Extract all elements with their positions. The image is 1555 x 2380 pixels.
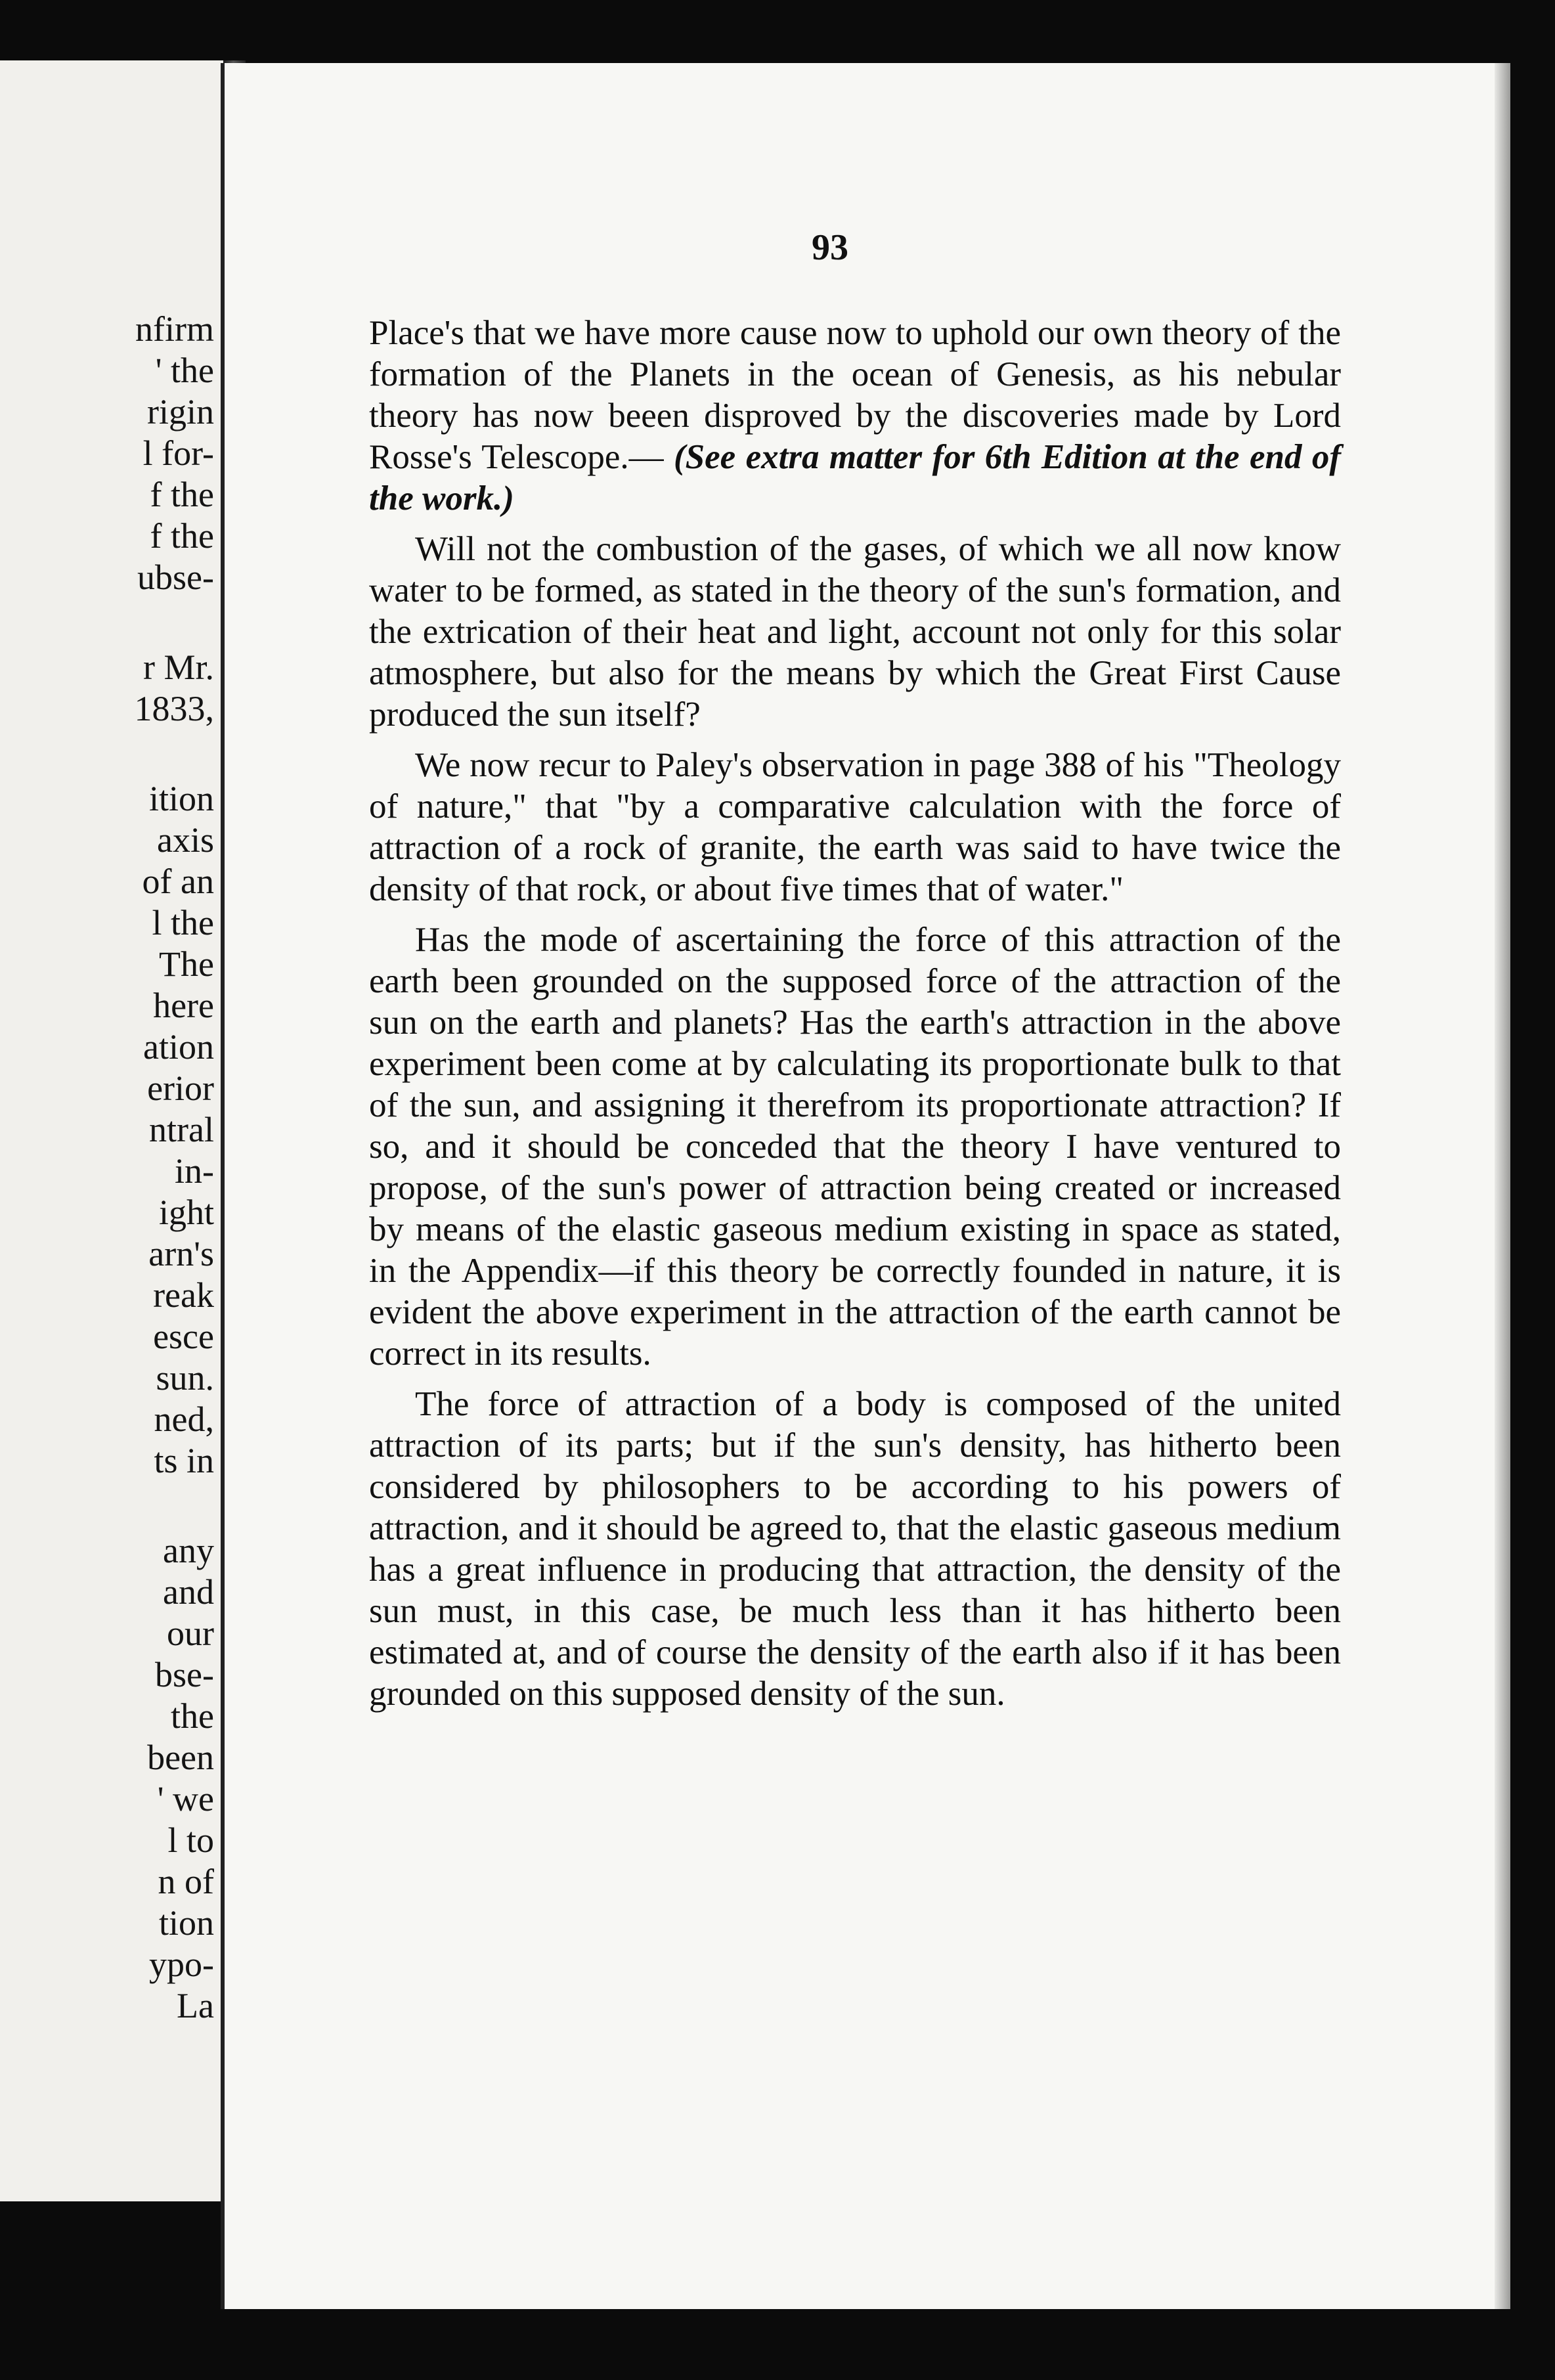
left-page-line: The [159, 944, 214, 984]
left-page-fragment [0, 60, 227, 2201]
left-page-line: f the [150, 516, 214, 556]
left-page-line: n of [158, 1862, 214, 1901]
page-edge [1495, 63, 1510, 2309]
left-page-line: ight [158, 1193, 214, 1232]
left-page-line: sun. [156, 1358, 214, 1398]
left-page-line: La [177, 1986, 214, 2025]
left-page-line: ned, [154, 1399, 214, 1439]
paragraph: The force of attraction of a body is composed of the united attraction of its parts; but if the sun's density, has hitherto been considered by philosophers to be according to his powers of attraction, and it should be agreed to, that the elastic gaseous medium has a great influence in producing that attraction, the density of the sun must, in this case, be much less than it has hitherto been estimated at, and of course the density of the earth also if it has been grounded on this supposed density of the sun. [369, 1385, 1341, 1713]
left-page-line: esce [153, 1317, 214, 1356]
left-page-line: f the [150, 475, 214, 514]
left-page-line: ' the [155, 351, 214, 390]
left-page-line: ition [148, 779, 214, 818]
left-page-line: our [167, 1614, 214, 1653]
left-page-line: any [163, 1531, 214, 1570]
paragraph: We now recur to Paley's observation in page 388 of his "Theology of nature," that "by a comparative calculation with the force of attraction of a rock of granite, the earth was said to have twice the density of that rock, or about five times that of water." [369, 746, 1341, 908]
left-page-line: l to [167, 1820, 214, 1860]
left-page-line: ation [143, 1027, 214, 1067]
paragraph: Has the mode of ascertaining the force of this attraction of the earth been grounded on the supposed force of the attraction of the sun on the earth and planets? Has the earth's attraction in the above experiment been come at by calculating its proportionate bulk to that of the sun, and assigning it therefrom its proportionate attraction? If so, and it should be conceded that the theory I have ventured to propose, of the sun's power of attraction being created or increased by means of the elastic gaseous medium existing in space as stated, in the Appendix—if this theory be correctly founded in nature, it is evident the above experiment in the attraction of the earth cannot be correct in its results. [369, 921, 1341, 1373]
left-page-line: ubse- [137, 558, 214, 597]
left-page-line: arn's [148, 1234, 214, 1273]
left-page-line: been [147, 1738, 214, 1777]
editorial-note: (See extra matter for 6th Edition at the end of the work.) [369, 438, 1342, 518]
left-page-line: here [153, 986, 214, 1025]
left-page-line: 1833, [134, 689, 214, 728]
left-page-line: l for- [142, 433, 214, 473]
body-text [369, 313, 1341, 1724]
left-page-line: of an [142, 862, 214, 901]
paragraph [369, 313, 1341, 519]
left-page-line: tion [158, 1903, 214, 1943]
page-number: 93 [812, 227, 848, 268]
left-page-line: ypo- [149, 1945, 214, 1984]
left-page-line: the [171, 1696, 214, 1736]
left-page-line: and [163, 1572, 214, 1612]
paragraph-text: Place's that we have more cause now to uphold our own theory of the formation of the Planets in the ocean of Genesis, as his nebular theory has now beeen disproved by the discoveries made by Lord Rosse's Telescope.— [369, 314, 1341, 476]
left-page-line: axis [157, 820, 214, 860]
left-page-line: ' we [157, 1779, 214, 1818]
left-page-line: nfirm [135, 309, 214, 349]
left-page-line: rigin [147, 392, 214, 431]
left-page-line: erior [147, 1069, 214, 1108]
left-page-line: l the [152, 903, 214, 942]
left-page-line: bse- [155, 1655, 214, 1694]
left-page-line: ts in [154, 1441, 214, 1480]
left-page-line: reak [153, 1275, 214, 1315]
left-page-line: ntral [149, 1110, 214, 1149]
left-page-line: r Mr. [143, 648, 214, 687]
paragraph: Will not the combustion of the gases, of which we all now know water to be formed, as stated in the theory of the sun's formation, and the extrication of their heat and light, account not only for this solar atmosphere, but also for the means by which the Great First Cause produced the sun itself? [369, 530, 1341, 734]
left-page-line: in- [175, 1151, 214, 1191]
